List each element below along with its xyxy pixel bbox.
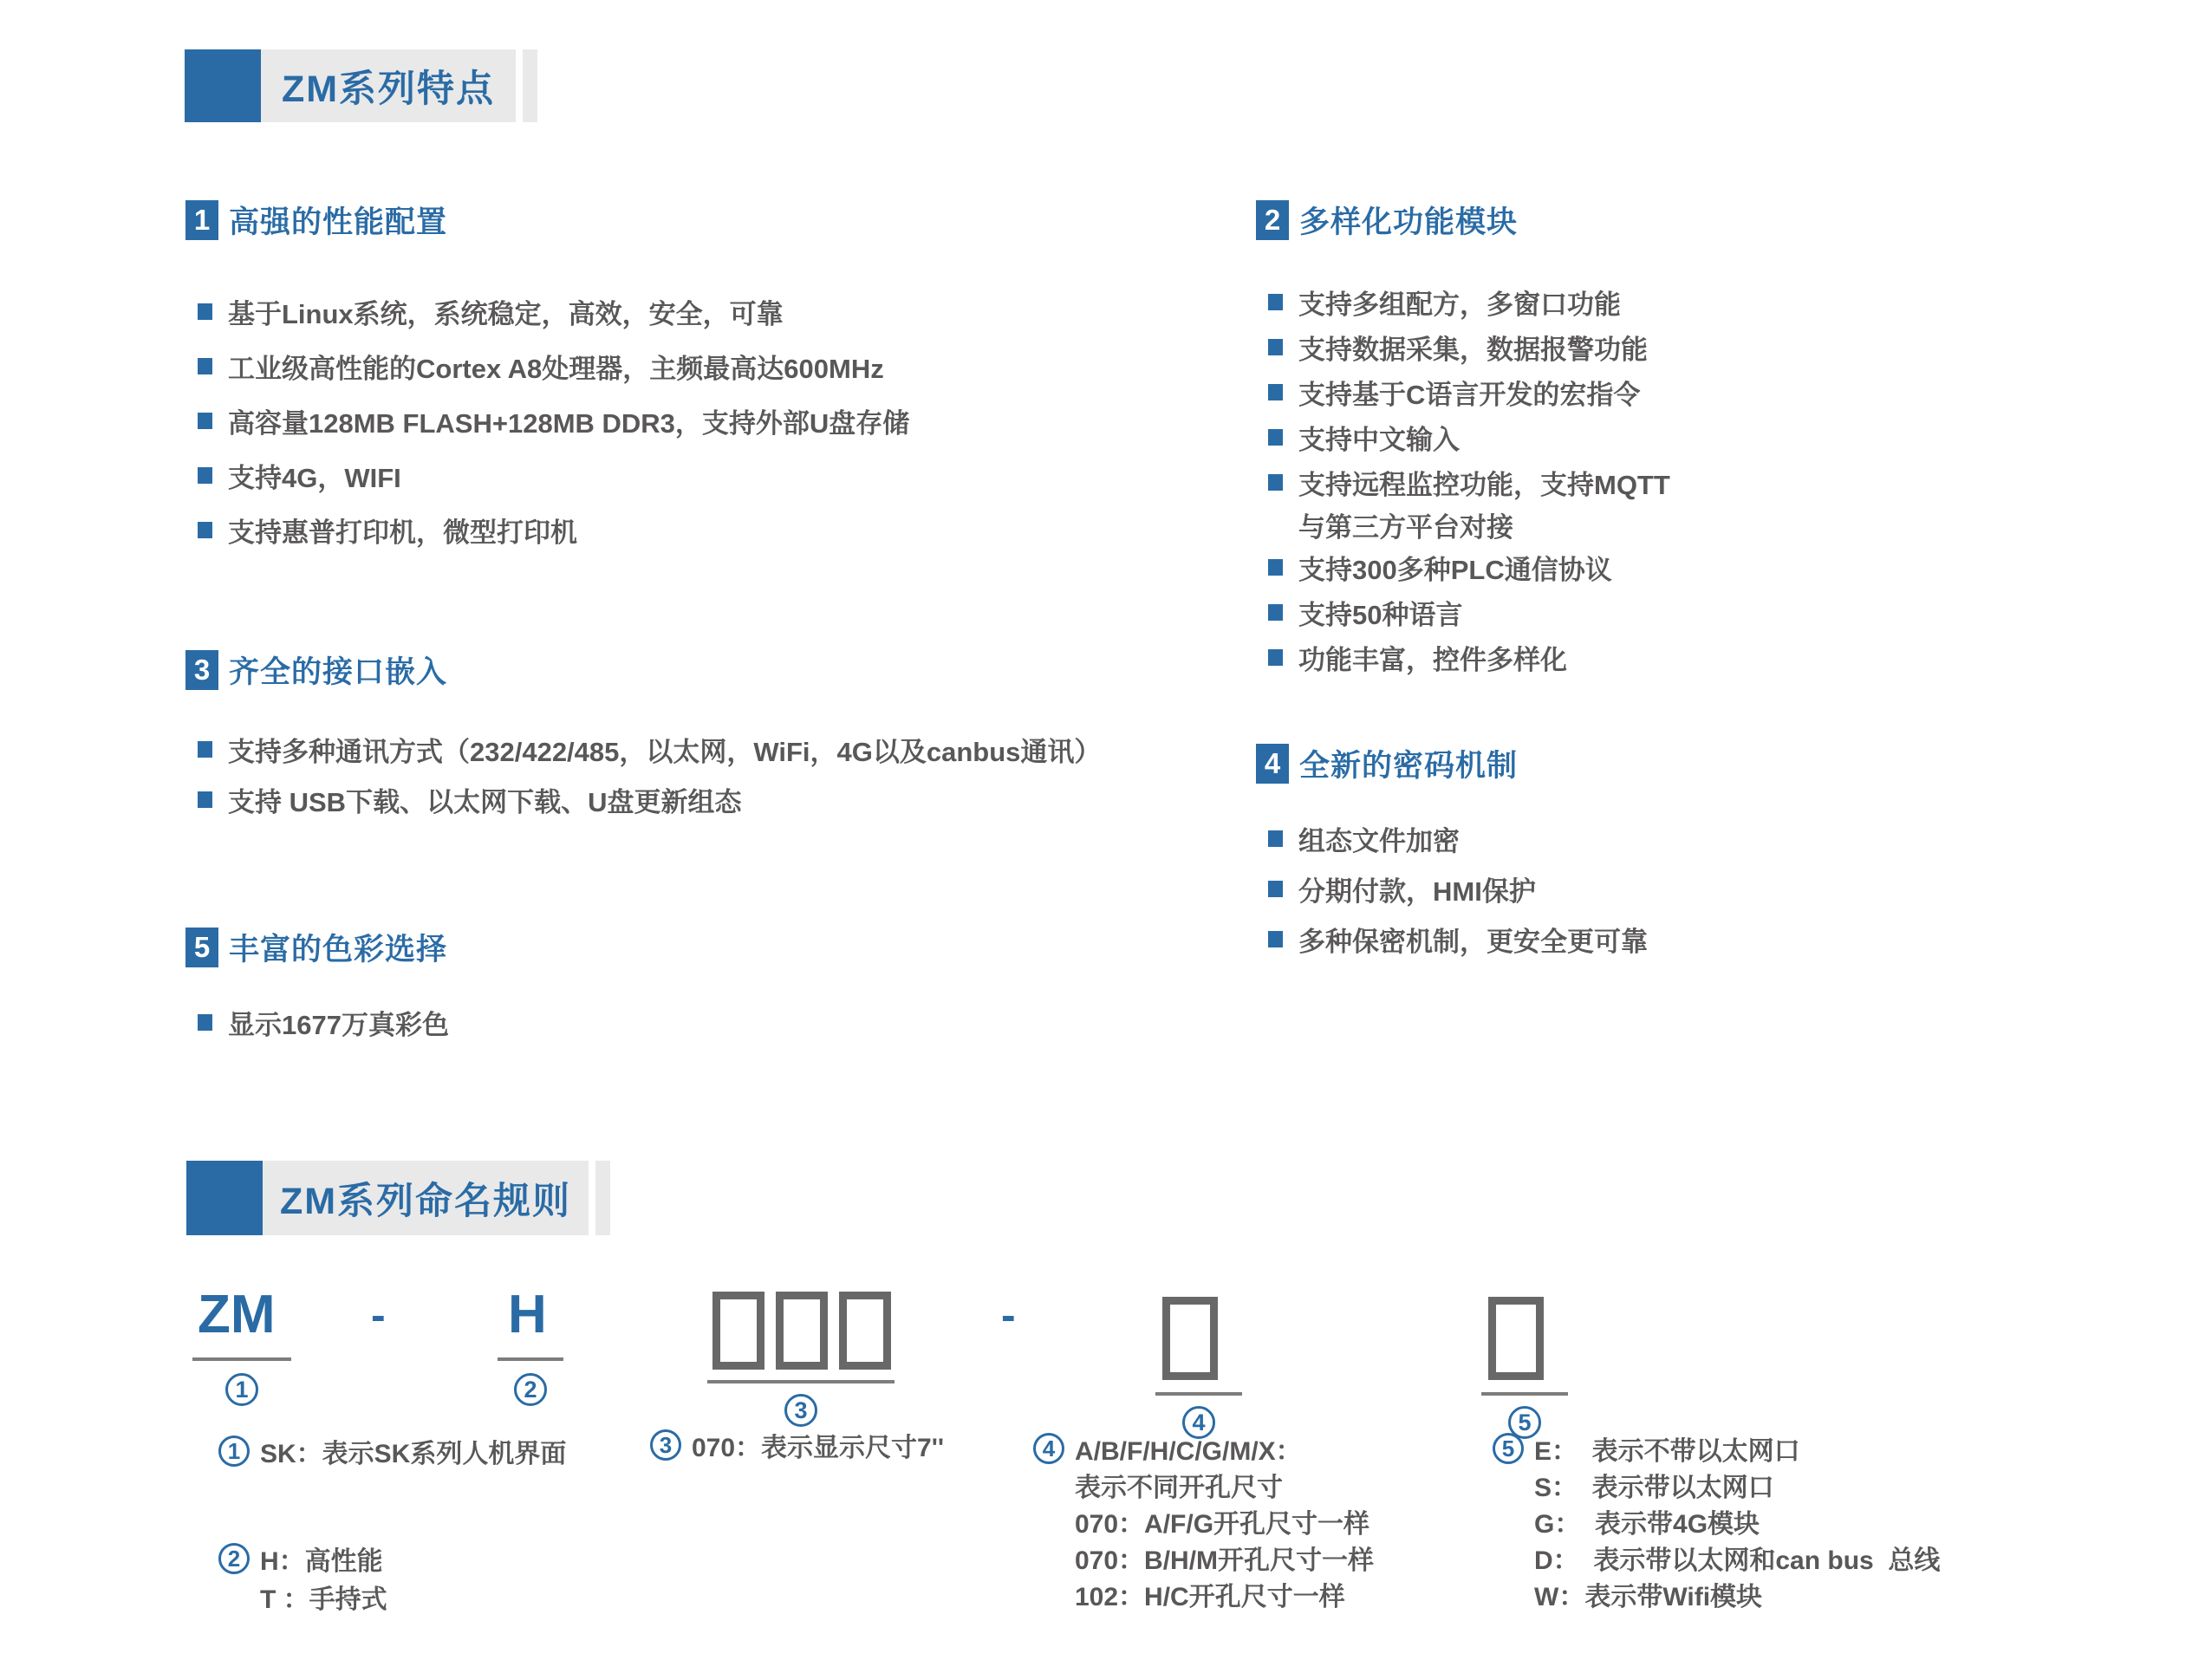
underline [1481,1392,1568,1396]
list-item [1268,863,1648,914]
legend-row [1033,1430,1374,1467]
bullet-square-icon [1268,384,1283,400]
list-item-text: 功能丰富，控件多样化 [1298,644,1567,675]
list-item-text: 支持4G，WIFI [228,463,401,493]
legend-text: 070：B/H/M开孔尺寸一样 [1075,1546,1375,1575]
bullet-square-icon [198,467,212,484]
list-item [198,448,909,503]
bullet-square-icon [1268,604,1283,621]
list-item [1268,279,1670,324]
bullet-square-icon [198,522,212,538]
bullet-square-icon [198,1014,212,1031]
bullet-square-icon [198,303,212,320]
legend-row [218,1540,387,1578]
legend-row [1033,1540,1374,1576]
legend-4 [1033,1430,1374,1612]
bullet-square-icon [1268,830,1283,847]
legend-row [218,1578,387,1616]
naming-dash: - [371,1291,386,1339]
legend-text: 070：表示显示尺寸7'' [692,1434,945,1462]
legend-circled-number: 5 [1493,1433,1524,1464]
bullet-square-icon [198,741,212,758]
section-4-list [1268,813,1648,964]
naming-dash: - [1001,1291,1016,1339]
legend-row [1493,1430,1940,1467]
code-box-icon [1162,1297,1218,1380]
list-item [1268,914,1648,964]
list-item-text: 支持多种通讯方式（232/422/485，以太网，WiFi，4G以及canbus通讯） [228,736,1102,767]
list-item-text: 基于Linux系统，系统稳定，高效，安全，可靠 [228,299,784,329]
legend-row [1033,1503,1374,1540]
option-code-box-5 [1488,1297,1544,1380]
bullet-square-icon [1268,931,1283,947]
legend-2 [218,1540,387,1616]
circled-number-1: 1 [225,1373,258,1406]
legend-row [1493,1540,1940,1576]
bullet-square-icon [1268,339,1283,355]
section-2-title: 多样化功能模块 [1299,205,1519,239]
legend-text: 070：A/F/G开孔尺寸一样 [1075,1510,1370,1539]
code-box-icon [1488,1297,1544,1380]
list-item-text: 高容量128MB FLASH+128MB DDR3，支持外部U盘存储 [228,408,910,439]
legend-circled-number: 2 [218,1543,250,1574]
legend-row [1493,1467,1940,1503]
list-item-text: 组态文件加密 [1298,825,1460,856]
section-2-list [1268,279,1670,680]
section-2-heading [1256,199,1518,242]
list-item [1268,635,1670,680]
bullet-square-icon [198,791,212,808]
list-item [1268,324,1670,369]
section-5-heading [185,926,447,969]
list-item-text: 多种保密机制，更安全更可靠 [1298,926,1648,957]
section-3-list [198,724,1101,824]
naming-header [186,1161,610,1235]
legend-text: SK：表示SK系列人机界面 [260,1440,567,1468]
size-code-boxes [712,1292,891,1370]
legend-row [1033,1467,1374,1503]
section-5-number-badge: 5 [185,928,218,967]
legend-text: D： 表示带以太网和can bus 总线 [1534,1546,1941,1575]
legend-row [1033,1576,1374,1612]
section-1-heading [185,199,447,242]
list-item [198,503,909,557]
legend-text: G： 表示带4G模块 [1534,1510,1760,1539]
legend-circled-number: 4 [1033,1433,1064,1464]
bullet-square-icon [1268,559,1283,576]
features-header-title: ZM系列特点 [281,68,496,110]
legend-text: S： 表示带以太网口 [1534,1474,1774,1502]
section-5-title: 丰富的色彩选择 [229,933,448,967]
bullet-square-icon [1268,881,1283,897]
header-blue-square [185,49,261,122]
legend-row [1493,1576,1940,1612]
list-item [1268,459,1670,505]
section-3-number-badge: 3 [185,650,218,690]
naming-type-code: H [508,1285,547,1344]
legend-row [218,1432,566,1470]
list-item-text: 支持多组配方，多窗口功能 [1298,289,1621,320]
bullet-square-icon [1268,294,1283,310]
underline [192,1357,291,1361]
bullet-square-icon [1268,474,1283,491]
section-1-list [198,284,909,557]
list-item-text: 支持300多种PLC通信协议 [1298,554,1612,585]
legend-text: E： 表示不带以太网口 [1534,1437,1800,1466]
section-2-number-badge: 2 [1256,200,1289,240]
legend-text: 102：H/C开孔尺寸一样 [1075,1583,1345,1611]
list-item-text: 支持数据采集，数据报警功能 [1298,334,1648,365]
section-3-heading [185,648,447,692]
header-bar [261,49,516,122]
section-4-title: 全新的密码机制 [1299,749,1519,783]
list-item-text: 与第三方平台对接 [1298,511,1513,543]
section-1-number-badge: 1 [185,200,218,240]
legend-5 [1493,1430,1940,1612]
option-code-box-4 [1162,1297,1218,1380]
list-item-text: 工业级高性能的Cortex A8处理器，主频最高达600MHz [228,354,884,384]
underline [707,1380,895,1383]
section-4-heading [1256,742,1518,785]
list-item-text: 支持基于C语言开发的宏指令 [1298,379,1641,410]
legend-circled-number: 1 [218,1435,250,1467]
section-1-title: 高强的性能配置 [229,205,448,239]
circled-number-2: 2 [514,1373,547,1406]
underline [1155,1392,1242,1396]
list-item [1268,813,1648,863]
header-blue-square [186,1161,263,1235]
bullet-square-icon [198,358,212,374]
list-item [1268,414,1670,459]
underline [498,1357,563,1361]
legend-text: T ：手持式 [260,1585,387,1614]
list-item [198,724,1101,774]
list-item [1268,369,1670,414]
list-item [198,774,1101,824]
circled-number-4: 4 [1182,1406,1215,1439]
list-item-text: 支持中文输入 [1298,424,1460,455]
legend-text: A/B/F/H/C/G/M/X： [1075,1437,1302,1466]
legend-text: W：表示带Wifi模块 [1534,1583,1763,1611]
section-3-title: 齐全的接口嵌入 [229,655,448,689]
code-box-icon [712,1292,764,1370]
list-item-text: 显示1677万真彩色 [228,1009,449,1040]
list-item [198,284,909,339]
section-4-number-badge: 4 [1256,744,1289,784]
legend-1 [218,1432,566,1470]
naming-prefix: ZM [198,1285,276,1344]
bullet-square-icon [1268,429,1283,446]
code-box-icon [839,1292,891,1370]
legend-row [1493,1503,1940,1540]
legend-circled-number: 3 [650,1429,681,1461]
list-item [1268,544,1670,589]
list-item [198,339,909,394]
list-item-text: 支持惠普打印机，微型打印机 [228,518,577,548]
list-item-text: 支持远程监控功能，支持MQTT [1298,469,1670,500]
header-bar [263,1161,589,1235]
legend-3 [650,1426,944,1464]
features-header [185,49,537,122]
list-item [198,997,449,1047]
legend-row [650,1426,944,1464]
legend-text: H：高性能 [260,1547,383,1576]
header-bar-tail [595,1161,610,1235]
naming-header-title: ZM系列命名规则 [279,1180,572,1222]
bullet-square-icon [198,413,212,429]
header-bar-tail [523,49,537,122]
circled-number-5: 5 [1508,1406,1541,1439]
legend-text: 表示不同开孔尺寸 [1075,1474,1283,1502]
list-item [1268,589,1670,635]
bullet-square-icon [1268,649,1283,666]
list-item-text: 支持50种语言 [1298,599,1463,630]
list-item-continuation [1268,505,1670,544]
list-item-text: 支持 USB下载、以太网下载、U盘更新组态 [228,786,742,817]
list-item [198,394,909,448]
list-item-text: 分期付款，HMI保护 [1298,876,1536,907]
section-5-list [198,997,449,1047]
code-box-icon [776,1292,828,1370]
circled-number-3: 3 [784,1394,817,1427]
